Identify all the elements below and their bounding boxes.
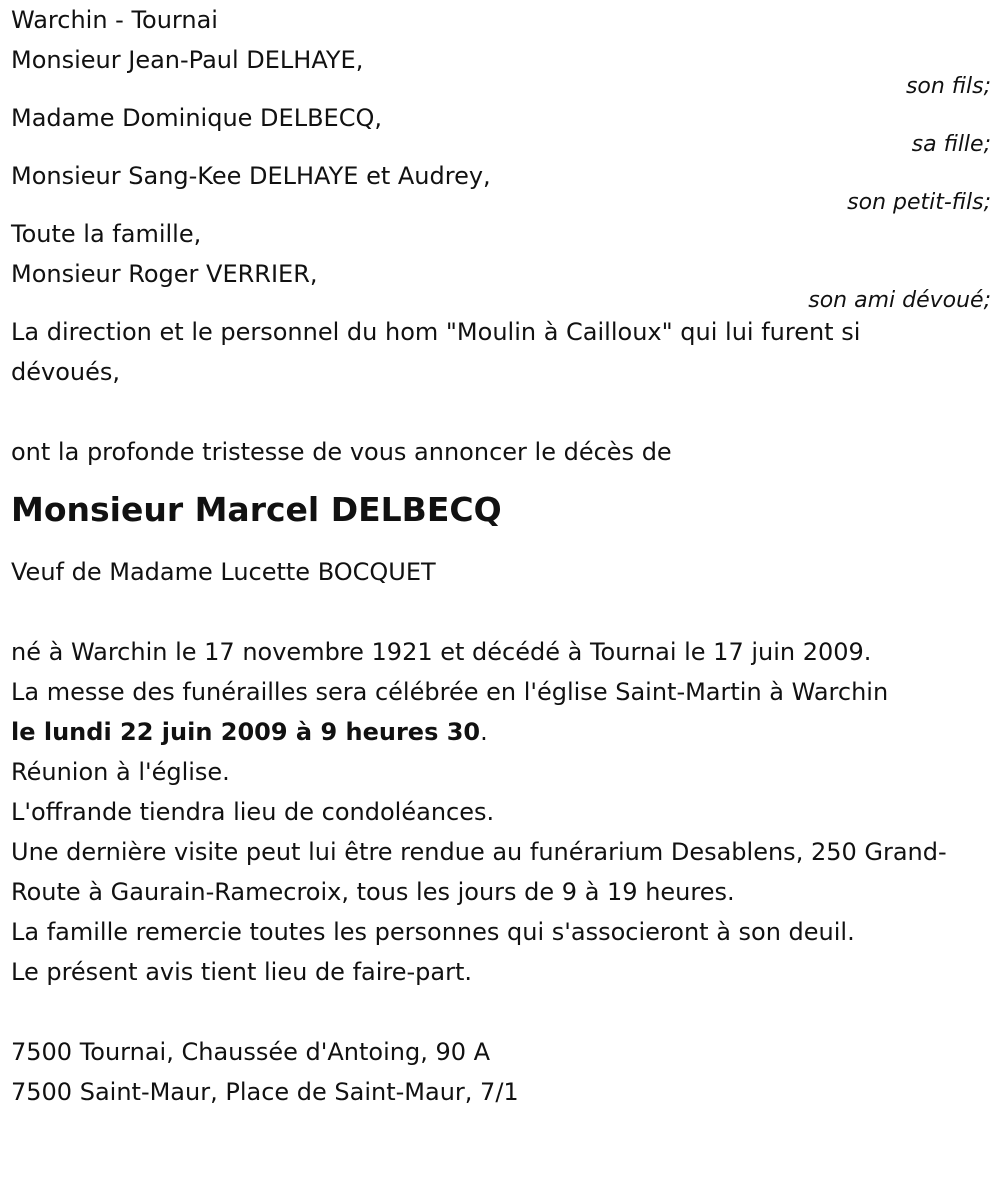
notice-line: Le présent avis tient lieu de faire-part. xyxy=(11,958,473,986)
deceased-name: Monsieur Marcel DELBECQ xyxy=(11,490,502,529)
offering-line: L'offrande tiendra lieu de condoléances. xyxy=(11,798,495,826)
mourner-name: Monsieur Roger VERRIER, xyxy=(11,260,318,288)
thanks-line: La famille remercie toutes les personnes qui s'associeront à son deuil. xyxy=(11,918,855,946)
location-header: Warchin - Tournai xyxy=(11,6,218,34)
mass-date: le lundi 22 juin 2009 à 9 heures 30 xyxy=(11,718,481,746)
mourner-name: Monsieur Sang-Kee DELHAYE et Audrey, xyxy=(11,162,491,190)
widower-line: Veuf de Madame Lucette BOCQUET xyxy=(11,558,436,586)
address-line: 7500 Tournai, Chaussée d'Antoing, 90 A xyxy=(11,1038,491,1066)
mass-line: La messe des funérailles sera célébrée en l'église Saint-Martin à Warchin xyxy=(11,678,889,706)
obituary-notice xyxy=(11,0,991,1112)
mourner-relation: sa fille; xyxy=(911,132,991,157)
mourner-relation: son petit-fils; xyxy=(847,190,991,215)
meeting-line: Réunion à l'église. xyxy=(11,758,230,786)
announcement-text: ont la profonde tristesse de vous annoncer le décès de xyxy=(11,438,672,466)
mourner-relation: son ami dévoué; xyxy=(808,288,991,313)
staff-mourners: La direction et le personnel du hom "Moulin à Cailloux" qui lui furent si dévoués, xyxy=(11,318,861,386)
mourner-name: Monsieur Jean-Paul DELHAYE, xyxy=(11,46,364,74)
mass-date-end: . xyxy=(480,718,488,746)
birth-death-line: né à Warchin le 17 novembre 1921 et décédé à Tournai le 17 juin 2009. xyxy=(11,638,872,666)
mourner-name: Madame Dominique DELBECQ, xyxy=(11,104,382,132)
mass-date-line xyxy=(11,712,991,752)
mourner-name: Toute la famille, xyxy=(11,220,202,248)
address-line: 7500 Saint-Maur, Place de Saint-Maur, 7/1 xyxy=(11,1078,519,1106)
mourner-relation: son fils; xyxy=(905,74,991,99)
visit-info: Une dernière visite peut lui être rendue au funérarium Desablens, 250 Grand-Route à Gaurain-Ramecroix, tous les jours de 9 à 19 heures. xyxy=(11,838,947,906)
